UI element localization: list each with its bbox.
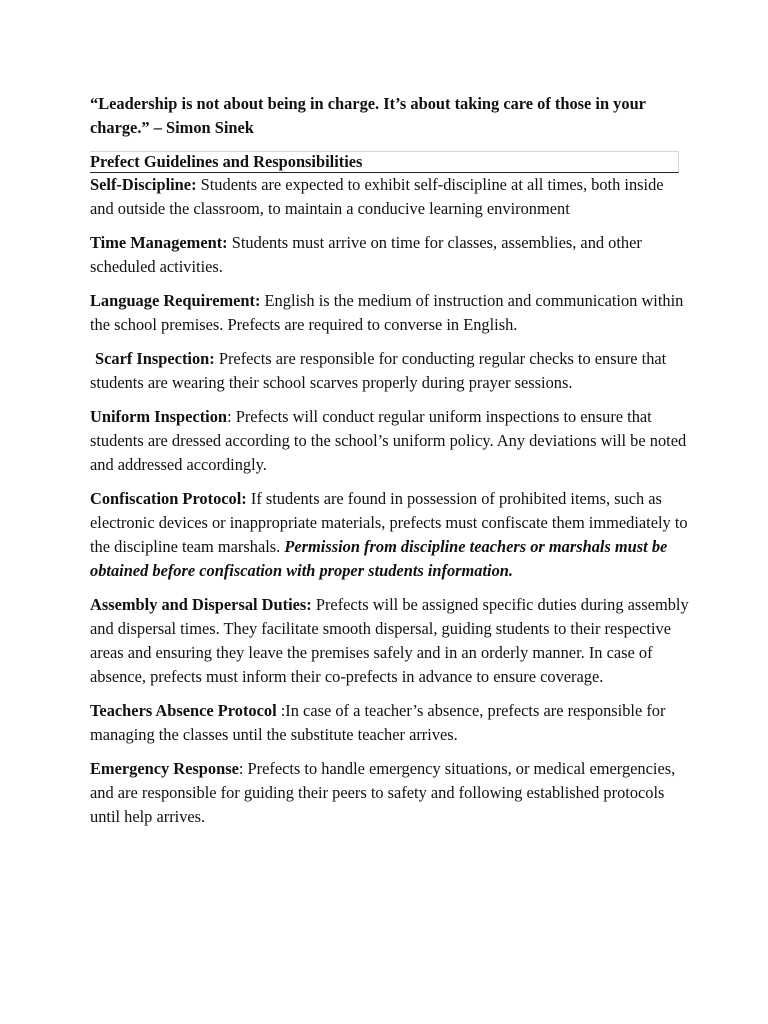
document-page: [90, 92, 690, 839]
guideline-label: Emergency Response: [90, 759, 239, 778]
guideline-text: :In case of a teacher’s absence, prefects are responsible for managing the classes until the substitute teacher arrives.: [90, 701, 666, 744]
guideline-text: : Prefects to handle emergency situations, or medical emergencies, and are responsible for guiding their peers to safety and following established protocols until help arrives.: [90, 759, 676, 826]
guideline-label: Language Requirement:: [90, 291, 261, 310]
guideline-label: Self-Discipline:: [90, 175, 197, 194]
guideline-confiscation-protocol: [90, 487, 690, 583]
guideline-emergency-response: [90, 757, 690, 829]
guideline-text: English is the medium of instruction and communication within the school premises. Prefects are required to converse in English.: [90, 291, 684, 334]
guideline-text: Students must arrive on time for classes, assemblies, and other scheduled activities.: [90, 233, 642, 276]
guideline-scarf-inspection: [90, 347, 690, 395]
leadership-quote: “Leadership is not about being in charge. It’s about taking care of those in your charge.” – Simon Sinek: [90, 94, 646, 137]
section-heading: Prefect Guidelines and Responsibilities: [90, 152, 363, 171]
guideline-label: Scarf Inspection:: [95, 349, 215, 368]
guideline-emphasis: Permission from discipline teachers or marshals must be obtained before confiscation with proper students information.: [90, 537, 668, 580]
guideline-teachers-absence: [90, 699, 690, 747]
guideline-text: If students are found in possession of prohibited items, such as electronic devices or inappropriate materials, prefects must confiscate them immediately to the discipline team marshals.: [90, 489, 688, 556]
guideline-self-discipline: [90, 173, 690, 221]
guideline-label: Confiscation Protocol:: [90, 489, 247, 508]
guideline-label: Teachers Absence Protocol: [90, 701, 277, 720]
section-heading-box: [90, 151, 679, 173]
guideline-assembly-dispersal: [90, 593, 690, 689]
guideline-uniform-inspection: [90, 405, 690, 477]
guideline-time-management: [90, 231, 690, 279]
guideline-text: Prefects will be assigned specific duties during assembly and dispersal times. They facilitate smooth dispersal, guiding students to their respective areas and ensuring they leave the premises safely and in an orderly manner. In case of absence, prefects must inform their co-prefects in advance to ensure coverage.: [90, 595, 689, 686]
guideline-text: Prefects are responsible for conducting regular checks to ensure that students are wearing their school scarves properly during prayer sessions.: [90, 349, 667, 392]
guideline-language-requirement: [90, 289, 690, 337]
guideline-label: Time Management:: [90, 233, 228, 252]
guideline-text: : Prefects will conduct regular uniform inspections to ensure that students are dressed according to the school’s uniform policy. Any deviations will be noted and addressed accordingly.: [90, 407, 687, 474]
guideline-label: Assembly and Dispersal Duties:: [90, 595, 312, 614]
guideline-label: Uniform Inspection: [90, 407, 228, 426]
guideline-text: Students are expected to exhibit self-discipline at all times, both inside and outside the classroom, to maintain a conducive learning environment: [90, 175, 664, 218]
